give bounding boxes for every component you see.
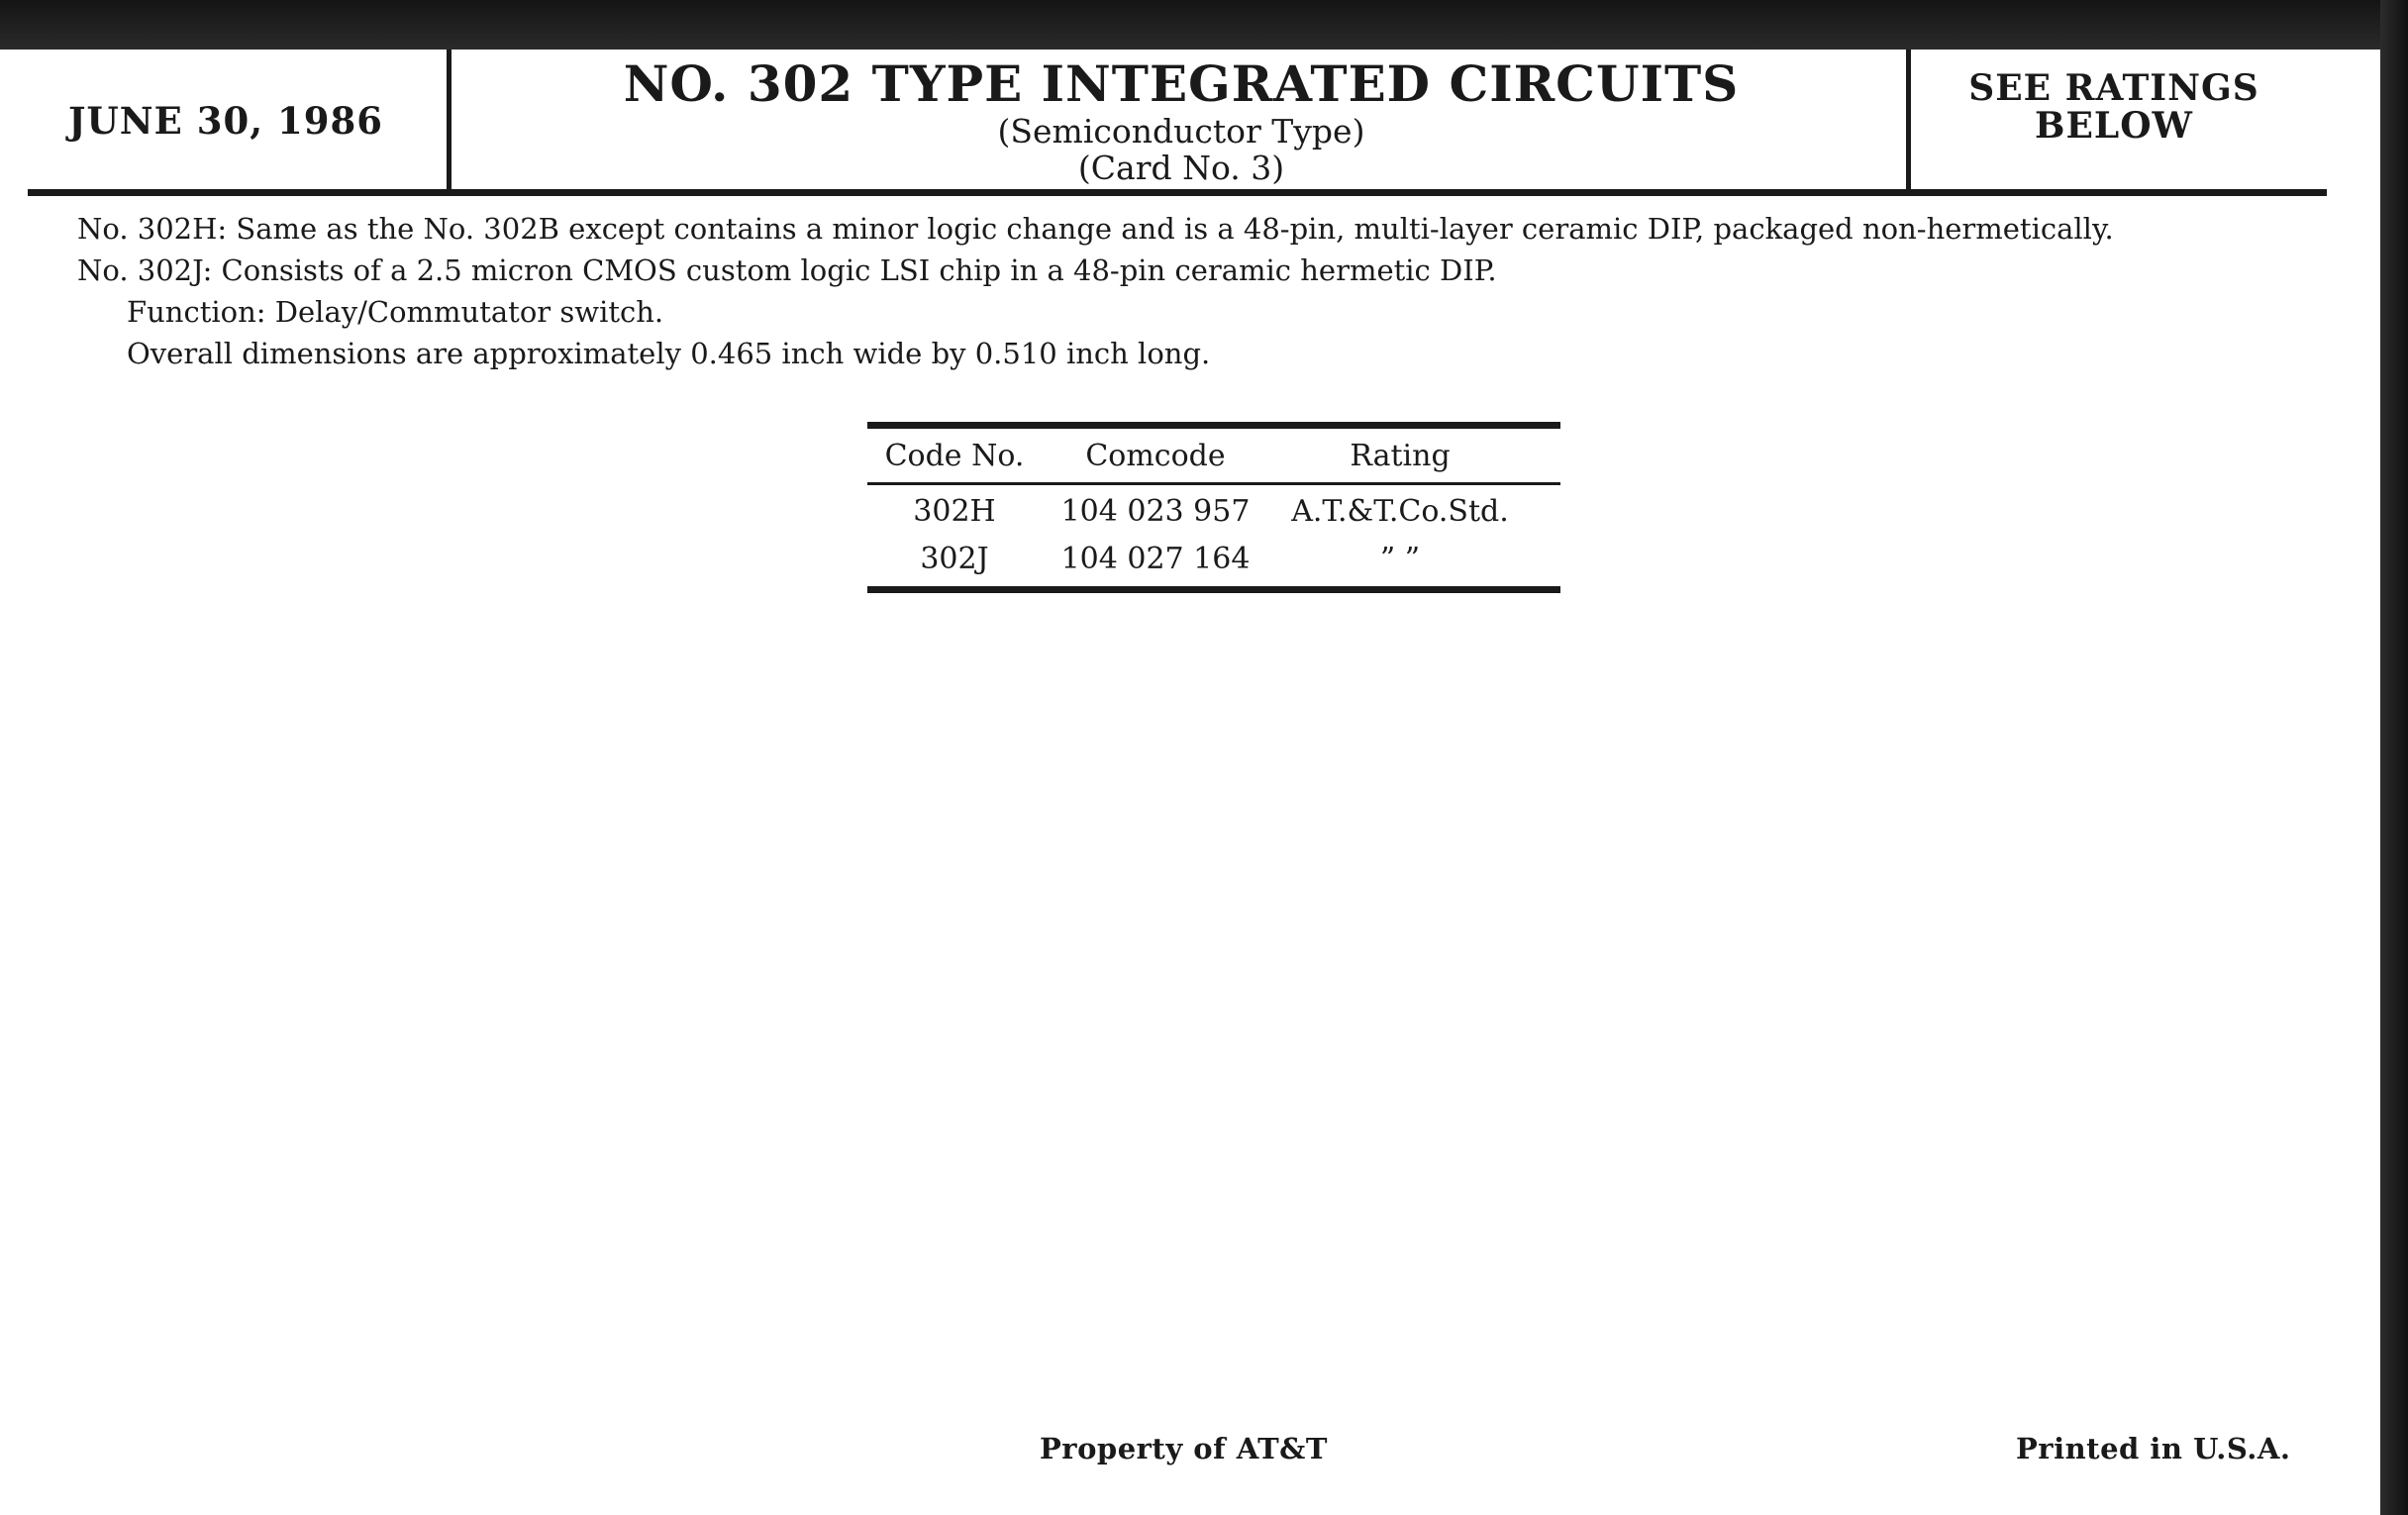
column-header-comcode: Comcode	[1085, 438, 1226, 473]
cell-code: 302H	[913, 493, 996, 529]
column-header-rating: Rating	[1350, 438, 1451, 473]
cell-comcode: 104 027 164	[1060, 541, 1251, 576]
ratings-note-line2: BELOW	[2035, 105, 2193, 147]
cell-rating: ” ”	[1379, 541, 1421, 576]
ratings-note-line1: SEE RATINGS	[1968, 67, 2259, 109]
ratings-table	[867, 422, 1560, 593]
document-card	[0, 50, 2380, 1515]
header-rule	[28, 189, 2327, 196]
function-line: Function: Delay/Commutator switch.	[127, 295, 664, 329]
cell-code: 302J	[920, 541, 989, 576]
card-number: (Card No. 3)	[1077, 149, 1285, 187]
cell-comcode: 104 023 957	[1060, 493, 1251, 529]
table-top-rule	[867, 422, 1560, 429]
description-302j: No. 302J: Consists of a 2.5 micron CMOS custom logic LSI chip in a 48-pin ceramic hermetic DIP.	[77, 253, 1497, 287]
table-row	[867, 535, 1560, 582]
cell-rating: A.T.&T.Co.Std.	[1291, 493, 1509, 529]
header-title-block	[456, 55, 1906, 186]
issue-date: JUNE 30, 1986	[68, 99, 383, 143]
column-header-code: Code No.	[884, 438, 1025, 473]
table-bottom-rule	[867, 586, 1560, 593]
printed-notice: Printed in U.S.A.	[2016, 1432, 2291, 1465]
table-row	[867, 487, 1560, 535]
description	[77, 208, 2305, 374]
table-header-row	[867, 429, 1560, 482]
description-302h: No. 302H: Same as the No. 302B except contains a minor logic change and is a 48-pin, multi-layer ceramic DIP, packaged non-hermetically.	[77, 212, 2114, 246]
ratings-note	[1911, 69, 2317, 145]
page-subtitle: (Semiconductor Type)	[997, 112, 1365, 151]
scan-border-top	[0, 0, 2408, 50]
page-title: NO. 302 TYPE INTEGRATED CIRCUITS	[623, 54, 1740, 113]
dimensions-line: Overall dimensions are approximately 0.465 inch wide by 0.510 inch long.	[127, 337, 1211, 370]
scan-border-right	[2380, 0, 2408, 1515]
property-notice: Property of AT&T	[1040, 1432, 1328, 1465]
header-divider-left	[447, 50, 452, 192]
